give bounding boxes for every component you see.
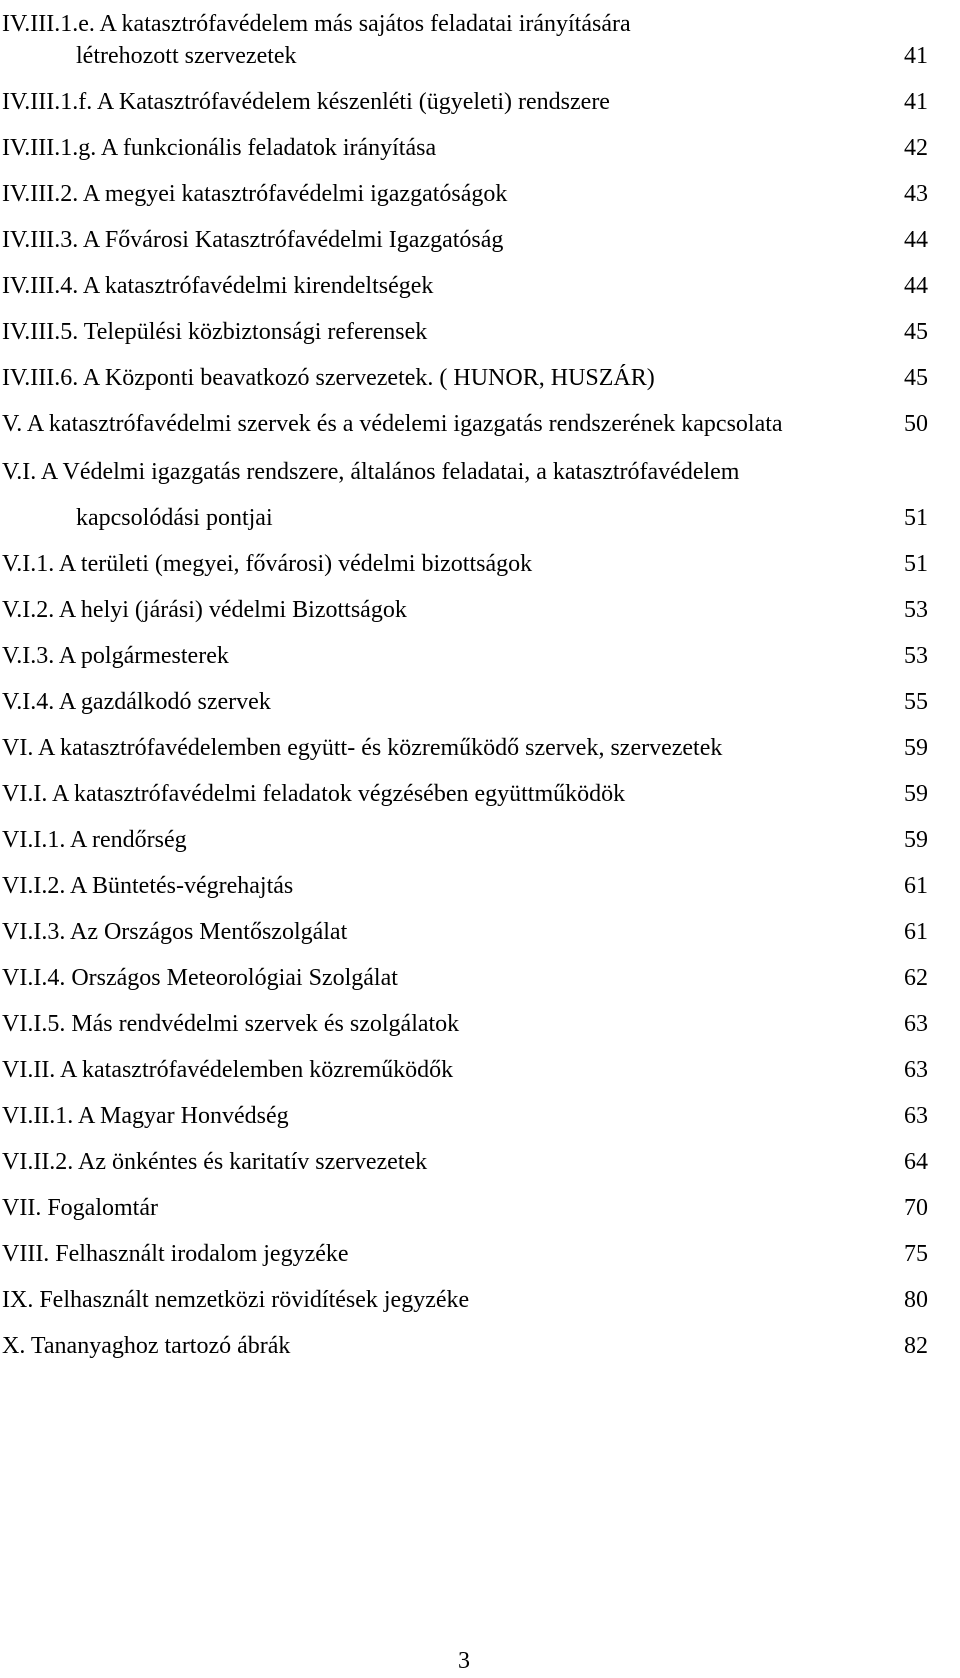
toc-entry-page: 44 <box>904 227 928 253</box>
toc-entry-title: VI.I.4. Országos Meteorológiai Szolgálat <box>2 965 398 991</box>
toc-entry-page: 53 <box>904 597 928 623</box>
toc-entry-title: X. Tananyaghoz tartozó ábrák <box>2 1333 291 1359</box>
toc-entry <box>0 1326 928 1366</box>
toc-entry-title: V.I.1. A területi (megyei, fővárosi) védelmi bizottságok <box>2 551 533 577</box>
toc-entry-title: VI.II. A katasztrófavédelemben közreműködők <box>2 1057 454 1083</box>
toc-entry-page: 61 <box>904 873 928 899</box>
toc-entry <box>0 498 928 538</box>
toc-entry <box>0 36 928 76</box>
toc-entry-title: V.I.2. A helyi (járási) védelmi Bizottságok <box>2 597 407 623</box>
toc-entry <box>0 590 928 630</box>
toc-entry-title: IV.III.6. A Központi beavatkozó szervezetek. ( HUNOR, HUSZÁR) <box>2 365 655 391</box>
toc-entry-page: 42 <box>904 135 928 161</box>
toc-entry-page: 41 <box>904 43 928 69</box>
toc-entry-page: 63 <box>904 1103 928 1129</box>
toc-entry-page: 41 <box>904 89 928 115</box>
toc-entry-title: V.I.4. A gazdálkodó szervek <box>2 689 271 715</box>
toc-entry <box>0 682 928 722</box>
toc-entry-title: V. A katasztrófavédelmi szervek és a védelemi igazgatás rendszerének kapcsolata <box>2 411 783 437</box>
toc-entry <box>0 866 928 906</box>
toc-entry-page: 61 <box>904 919 928 945</box>
toc-entry-page: 45 <box>904 319 928 345</box>
toc-entry-page: 59 <box>904 735 928 761</box>
toc-entry-page: 44 <box>904 273 928 299</box>
toc-entry-title: VI.I.5. Más rendvédelmi szervek és szolgálatok <box>2 1011 460 1037</box>
toc-entry-title: VIII. Felhasznált irodalom jegyzéke <box>2 1241 349 1267</box>
toc-entry <box>0 82 928 122</box>
toc-entry-title: VI.I. A katasztrófavédelmi feladatok végzésében együttműködök <box>2 781 626 807</box>
toc-entry <box>0 1050 928 1090</box>
page-number: 3 <box>458 1648 470 1674</box>
toc-entry <box>0 1280 928 1320</box>
toc-entry-title: IV.III.1.g. A funkcionális feladatok irányítása <box>2 135 437 161</box>
toc-entry <box>0 312 928 352</box>
toc-entry-title: IV.III.4. A katasztrófavédelmi kirendeltségek <box>2 273 434 299</box>
toc-entry-page: 63 <box>904 1057 928 1083</box>
toc-entry <box>0 774 928 814</box>
toc-entry-page: 53 <box>904 643 928 669</box>
toc-entry-title: IV.III.1.f. A Katasztrófavédelem készenléti (ügyeleti) rendszere <box>2 89 610 115</box>
toc-entry <box>0 1188 928 1228</box>
toc-entry-title: létrehozott szervezetek <box>76 43 297 69</box>
toc-entry-page: 59 <box>904 781 928 807</box>
toc-entry-page: 55 <box>904 689 928 715</box>
toc-entry-title: V.I. A Védelmi igazgatás rendszere, általános feladatai, a katasztrófavédelem <box>2 459 740 485</box>
toc-entry <box>0 358 928 398</box>
toc-entry-page: 80 <box>904 1287 928 1313</box>
toc-entry <box>0 452 928 492</box>
toc-entry-page: 70 <box>904 1195 928 1221</box>
toc-entry-page: 43 <box>904 181 928 207</box>
toc-entry <box>0 220 928 260</box>
toc-entry <box>0 266 928 306</box>
toc-entry-title: IV.III.2. A megyei katasztrófavédelmi igazgatóságok <box>2 181 508 207</box>
toc-entry <box>0 1234 928 1274</box>
toc-entry-title: IV.III.3. A Fővárosi Katasztrófavédelmi Igazgatóság <box>2 227 504 253</box>
toc-entry <box>0 174 928 214</box>
toc-entry-title: VI.II.1. A Magyar Honvédség <box>2 1103 289 1129</box>
toc-entry <box>0 636 928 676</box>
toc-entry-page: 64 <box>904 1149 928 1175</box>
toc-entry-title: V.I.3. A polgármesterek <box>2 643 229 669</box>
toc-entry <box>0 128 928 168</box>
toc-entry-page: 51 <box>904 551 928 577</box>
toc-entry-title: IV.III.1.e. A katasztrófavédelem más sajátos feladatai irányítására <box>2 11 631 37</box>
toc-entry-page: 62 <box>904 965 928 991</box>
toc-entry-title: kapcsolódási pontjai <box>76 505 273 531</box>
toc-entry-title: VI.II.2. Az önkéntes és karitatív szervezetek <box>2 1149 428 1175</box>
toc-entry-page: 75 <box>904 1241 928 1267</box>
toc-entry <box>0 1142 928 1182</box>
toc-entry <box>0 820 928 860</box>
toc-entry <box>0 404 928 444</box>
toc-entry <box>0 544 928 584</box>
toc-entry-page: 45 <box>904 365 928 391</box>
toc-entry-title: IV.III.5. Települési közbiztonsági referensek <box>2 319 428 345</box>
toc-entry <box>0 912 928 952</box>
toc-entry-page: 82 <box>904 1333 928 1359</box>
toc-entry-title: VI.I.3. Az Országos Mentőszolgálat <box>2 919 348 945</box>
toc-entry <box>0 728 928 768</box>
toc-entry-page: 50 <box>904 411 928 437</box>
toc-entry <box>0 958 928 998</box>
toc-entry-title: VII. Fogalomtár <box>2 1195 158 1221</box>
toc-entry-title: VI.I.1. A rendőrség <box>2 827 187 853</box>
toc-entry-title: VI.I.2. A Büntetés-végrehajtás <box>2 873 294 899</box>
toc-entry-title: VI. A katasztrófavédelemben együtt- és közreműködő szervek, szervezetek <box>2 735 723 761</box>
toc-entry-page: 59 <box>904 827 928 853</box>
toc-entry-page: 51 <box>904 505 928 531</box>
toc-entry-page: 63 <box>904 1011 928 1037</box>
toc-entry-title: IX. Felhasznált nemzetközi rövidítések jegyzéke <box>2 1287 470 1313</box>
toc-entry <box>0 1096 928 1136</box>
toc-entry <box>0 1004 928 1044</box>
